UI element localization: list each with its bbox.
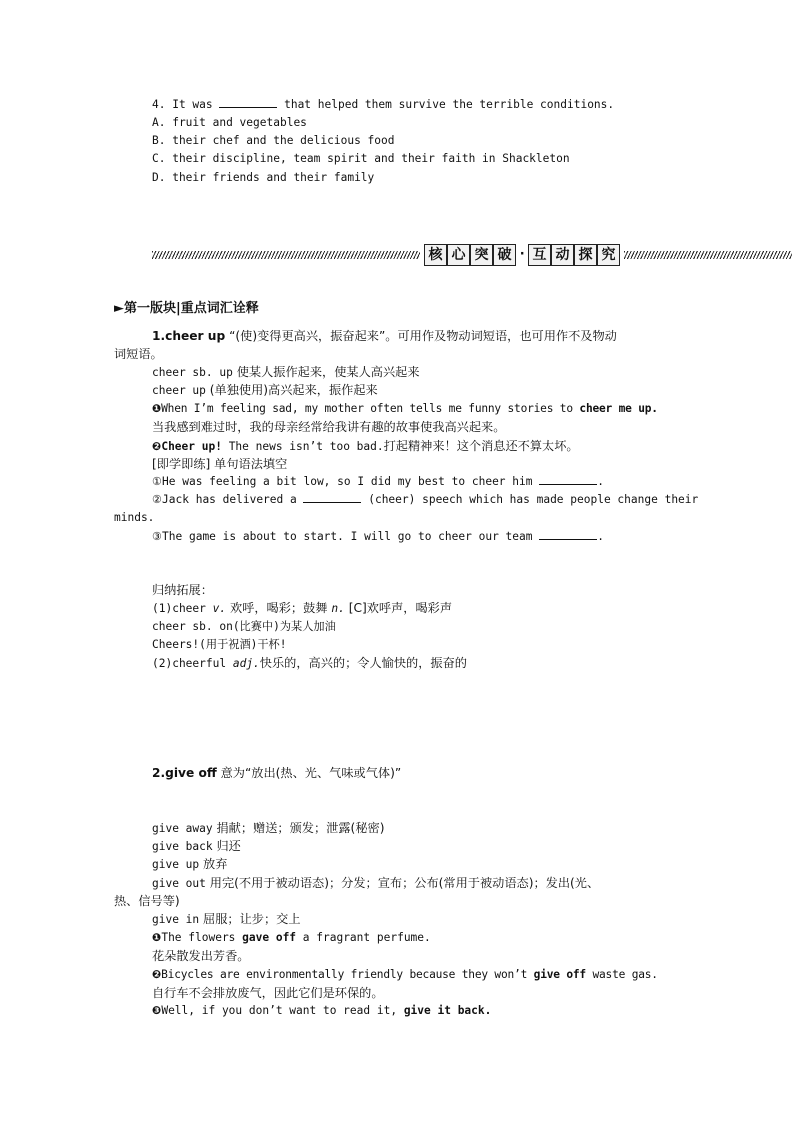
banner-char: 破 [493, 244, 516, 266]
item1-def2: cheer up (单独使用)高兴起来，振作起来 [152, 383, 378, 397]
item2-def2: give back 归还 [152, 839, 241, 853]
summary-3: Cheers!(用于祝酒)干杯! [152, 638, 287, 651]
practice-heading: [即学即练] 单句语法填空 [152, 457, 288, 471]
item1-heading: 1.cheer up “(使)变得更高兴，振奋起来”。可用作及物动词短语，也可用作不及物动 [152, 329, 617, 343]
section-title: ►第一版块|重点词汇诠释 [114, 301, 259, 316]
item1-example1: ❶When I’m feeling sad, my mother often tells me funny stories to cheer me up. [152, 402, 658, 415]
question-4-stem: 4. It was that helped them survive the terrible conditions. [152, 98, 615, 111]
answer-blank [539, 474, 597, 485]
item1-example2: ❷Cheer up! The news isn’t too bad.打起精神来！这个消息还不算太坏。 [152, 439, 579, 453]
banner-char: 突 [470, 244, 493, 266]
item2-def5: give in 屈服；让步；交上 [152, 912, 301, 926]
item2-example3: ❸Well, if you don’t want to read it, give it back. [152, 1004, 492, 1017]
item1-heading-cont: 词短语。 [114, 347, 163, 361]
item2-def1: give away 捐献；赠送；颁发；泄露(秘密) [152, 821, 385, 835]
summary-heading: 归纳拓展： [152, 583, 213, 597]
answer-blank [219, 97, 277, 108]
item2-example2-cn: 自行车不会排放废气，因此它们是环保的。 [152, 986, 384, 1000]
option-b: B. their chef and the delicious food [152, 134, 395, 147]
practice-3: ③The game is about to start. I will go to cheer our team . [152, 530, 604, 543]
option-a: A. fruit and vegetables [152, 116, 307, 129]
summary-1: (1)cheer v. 欢呼，喝彩；鼓舞 n. [C]欢呼声，喝彩声 [152, 601, 453, 615]
banner-char: 核 [424, 244, 447, 266]
banner-hatch-left [152, 251, 420, 259]
banner-separator: · [518, 246, 527, 262]
banner-char: 究 [597, 244, 620, 266]
summary-4: (2)cheerful adj.快乐的，高兴的；令人愉快的，振奋的 [152, 656, 467, 670]
banner-char: 探 [574, 244, 597, 266]
answer-blank [303, 492, 361, 503]
summary-2: cheer sb. on(比赛中)为某人加油 [152, 620, 336, 633]
item2-heading: 2.give off 意为“放出(热、光、气味或气体)” [152, 766, 402, 780]
section-banner [152, 243, 794, 267]
item2-example1: ❶The flowers gave off a fragrant perfume. [152, 931, 431, 944]
item2-def4: give out 用完(不用于被动语态)；分发；宣布；公布(常用于被动语态)；发出(光、 [152, 876, 600, 890]
option-c: C. their discipline, team spirit and their faith in Shackleton [152, 152, 570, 165]
item1-def1: cheer sb. up 使某人振作起来，使某人高兴起来 [152, 365, 420, 379]
item1-example1-cn: 当我感到难过时，我的母亲经常给我讲有趣的故事使我高兴起来。 [152, 420, 506, 434]
practice-2-cont: minds. [114, 511, 155, 524]
option-d: D. their friends and their family [152, 171, 375, 184]
banner-char: 互 [528, 244, 551, 266]
item2-example2: ❷Bicycles are environmentally friendly because they won’t give off waste gas. [152, 968, 658, 981]
item2-example1-cn: 花朵散发出芳香。 [152, 949, 250, 963]
banner-char: 心 [447, 244, 470, 266]
banner-hatch-right [624, 251, 792, 259]
item2-def4-cont: 热、信号等) [114, 894, 180, 908]
practice-1: ①He was feeling a bit low, so I did my best to cheer him . [152, 475, 604, 488]
practice-2: ②Jack has delivered a (cheer) speech which has made people change their [152, 493, 699, 506]
item2-def3: give up 放弃 [152, 857, 228, 871]
answer-blank [539, 529, 597, 540]
banner-char: 动 [551, 244, 574, 266]
